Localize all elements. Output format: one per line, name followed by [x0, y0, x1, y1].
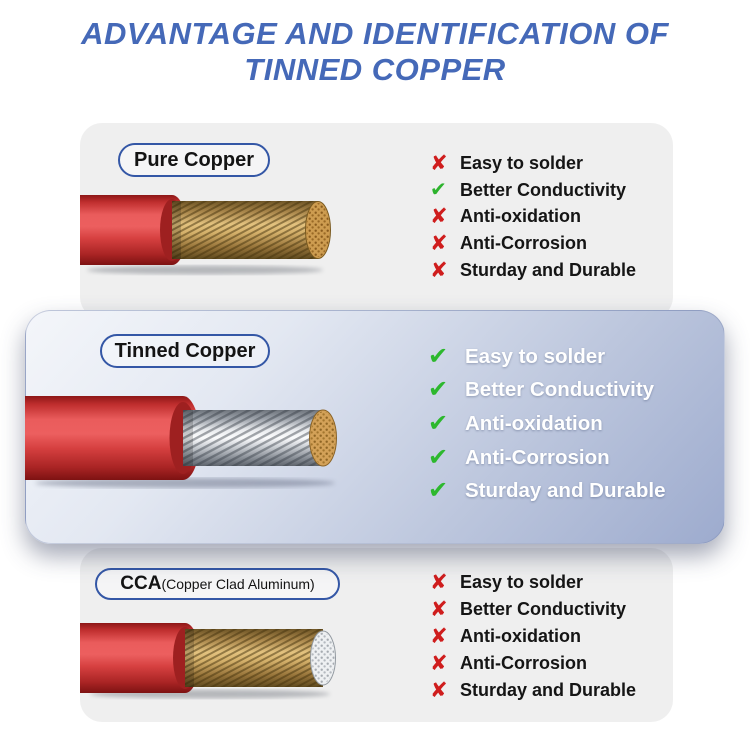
cross-icon: ✘: [430, 151, 448, 175]
cross-icon: ✘: [430, 625, 448, 648]
feature-row: [430, 650, 636, 677]
cca-label-pill: [95, 568, 340, 600]
feature-row: [430, 569, 636, 596]
feature-label: Anti-oxidation: [465, 411, 603, 435]
cross-icon: ✘: [430, 598, 448, 621]
feature-row: [430, 204, 636, 231]
feature-label: Better Conductivity: [460, 179, 627, 200]
feature-row: [430, 150, 636, 177]
pure-copper-wire-image: [80, 193, 338, 277]
feature-label: Anti-Corrosion: [460, 233, 587, 254]
feature-row: [430, 596, 636, 623]
feature-row: [430, 177, 636, 204]
tinned-copper-label-pill: [100, 334, 270, 368]
page-title: [0, 16, 750, 88]
feature-row: [430, 623, 636, 650]
cross-icon: ✘: [430, 571, 448, 594]
feature-label: Anti-Corrosion: [465, 445, 610, 469]
tinned-copper-label: Tinned Copper: [114, 339, 256, 362]
feature-row: [430, 257, 636, 284]
feature-label: Better Conductivity: [465, 378, 655, 402]
check-icon: ✔: [428, 409, 449, 437]
cca-feature-list: [430, 569, 636, 704]
feature-label: Sturday and Durable: [460, 680, 637, 700]
feature-row: [428, 374, 666, 408]
feature-label: Anti-Corrosion: [460, 653, 587, 673]
page-title-line1: ADVANTAGE AND IDENTIFICATION OF: [81, 16, 669, 51]
pure-copper-label: Pure Copper: [133, 148, 255, 171]
check-icon: ✔: [428, 376, 449, 404]
feature-label: Better Conductivity: [460, 599, 627, 619]
check-icon: ✔: [428, 477, 449, 505]
cca-label-suffix: (Copper Clad Aluminum): [161, 576, 315, 592]
feature-label: Sturday and Durable: [460, 260, 637, 281]
cross-icon: ✘: [430, 232, 448, 256]
check-icon: ✔: [428, 342, 449, 370]
feature-row: [428, 441, 666, 475]
cross-icon: ✘: [430, 205, 448, 229]
feature-row: [430, 230, 636, 257]
feature-row: [428, 407, 666, 441]
feature-row: [428, 340, 666, 374]
tinned-copper-wire-image: [25, 392, 345, 490]
cca-label: CCA: [120, 573, 162, 594]
cross-icon: ✘: [430, 259, 448, 283]
feature-label: Easy to solder: [465, 344, 606, 368]
check-icon: ✔: [430, 179, 447, 202]
check-icon: ✔: [428, 443, 449, 471]
cross-icon: ✘: [430, 679, 448, 702]
feature-label: Sturday and Durable: [465, 479, 666, 503]
feature-label: Easy to solder: [460, 572, 584, 592]
page-title-line2: TINNED COPPER: [244, 52, 506, 87]
feature-label: Anti-oxidation: [460, 206, 581, 227]
pure-copper-label-pill: [118, 143, 270, 177]
feature-label: Easy to solder: [460, 152, 584, 173]
feature-row: [428, 474, 666, 508]
feature-label: Anti-oxidation: [460, 626, 581, 646]
cross-icon: ✘: [430, 652, 448, 675]
tinned-copper-feature-list: [428, 340, 666, 508]
feature-row: [430, 677, 636, 704]
cca-wire-image: [80, 620, 338, 700]
pure-copper-feature-list: [430, 150, 636, 284]
